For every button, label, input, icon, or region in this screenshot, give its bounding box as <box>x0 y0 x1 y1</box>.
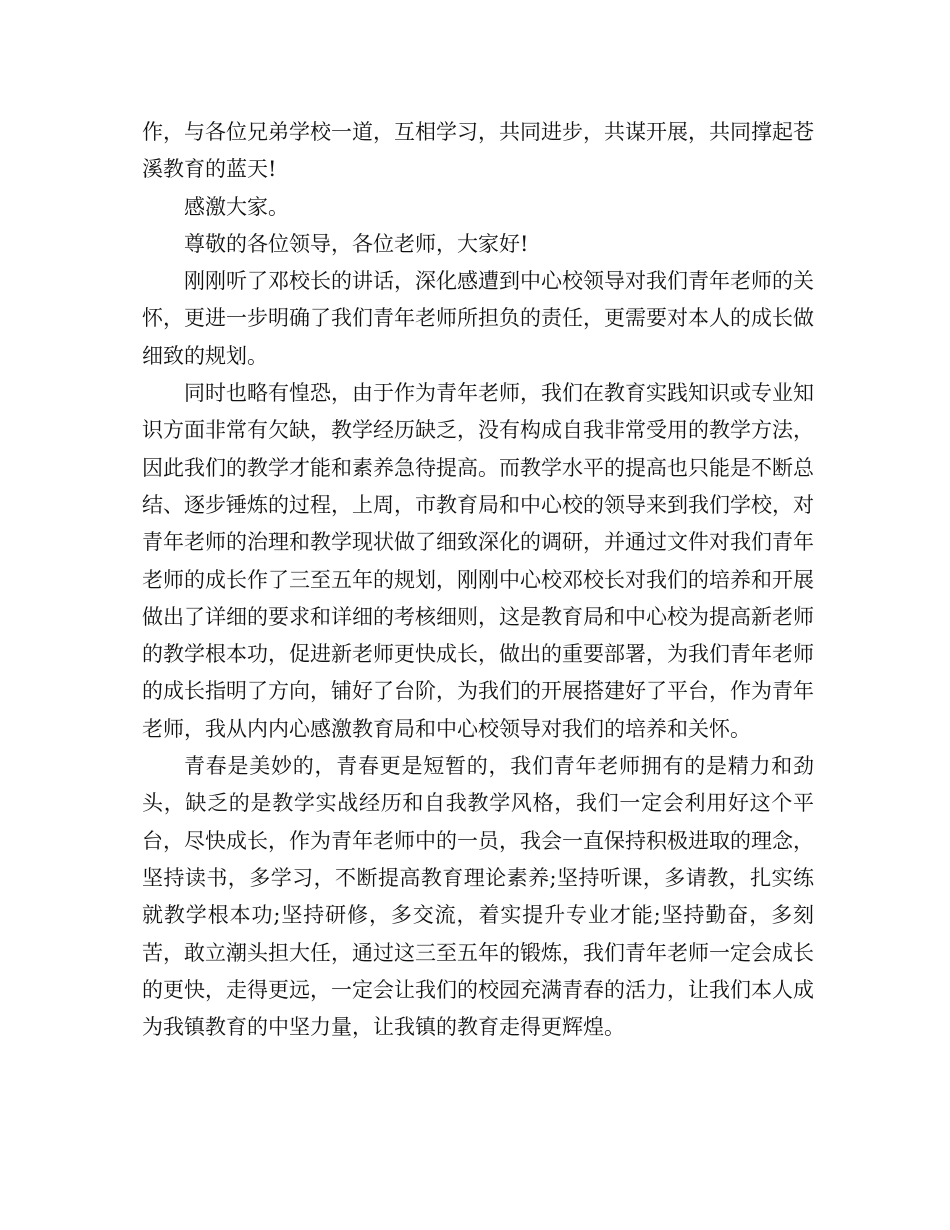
paragraph-thanks: 感激大家。 <box>184 194 289 219</box>
paragraph-greeting: 尊敬的各位领导，各位老师，大家好! <box>184 231 529 256</box>
paragraph-speech-response: 刚刚听了邓校长的讲话，深化感遭到中心校领导对我们青年老师的关怀，更进一步明确了我们青年老师所担负的责任，更需要对本人的成长做细致的规划。 <box>142 269 814 368</box>
paragraph-commitment: 青春是美妙的，青春更是短暂的，我们青年老师拥有的是精力和劲头，缺乏的是教学实战经历和自我教学风格，我们一定会利用好这个平台，尽快成长，作为青年老师中的一员，我会一直保持积极进取的理念，坚持读书，多学习，不断提高教育理论素养;坚持听课，多请教，扎实练就教学根本功;坚持研修，多交流，着实提升专业才能;坚持勤奋，多刻苦，敢立潮头担大任，通过这三至五年的锻炼，我们青年老师一定会成长的更快，走得更远，一定会让我们的校园充满青春的活力，让我们本人成为我镇教育的中坚力量，让我镇的教育走得更辉煌。 <box>142 754 814 1040</box>
paragraph-continuation: 作，与各位兄弟学校一道，互相学习，共同进步，共谋开展，共同撑起苍溪教育的蓝天! <box>142 120 814 182</box>
document-page <box>142 114 814 1046</box>
paragraph-self-assessment: 同时也略有惶恐，由于作为青年老师，我们在教育实践知识或专业知识方面非常有欠缺，教学经历缺乏，没有构成自我非常受用的教学方法，因此我们的教学才能和素养急待提高。而教学水平的提高也只能是不断总结、逐步锤炼的过程，上周，市教育局和中心校的领导来到我们学校，对青年老师的治理和教学现状做了细致深化的调研，并通过文件对我们青年老师的成长作了三至五年的规划，刚刚中心校邓校长对我们的培养和开展做出了详细的要求和详细的考核细则，这是教育局和中心校为提高新老师的教学根本功，促进新老师更快成长，做出的重要部署，为我们青年老师的成长指明了方向，铺好了台阶，为我们的开展搭建好了平台，作为青年老师，我从内内心感激教育局和中心校领导对我们的培养和关怀。 <box>142 381 814 741</box>
